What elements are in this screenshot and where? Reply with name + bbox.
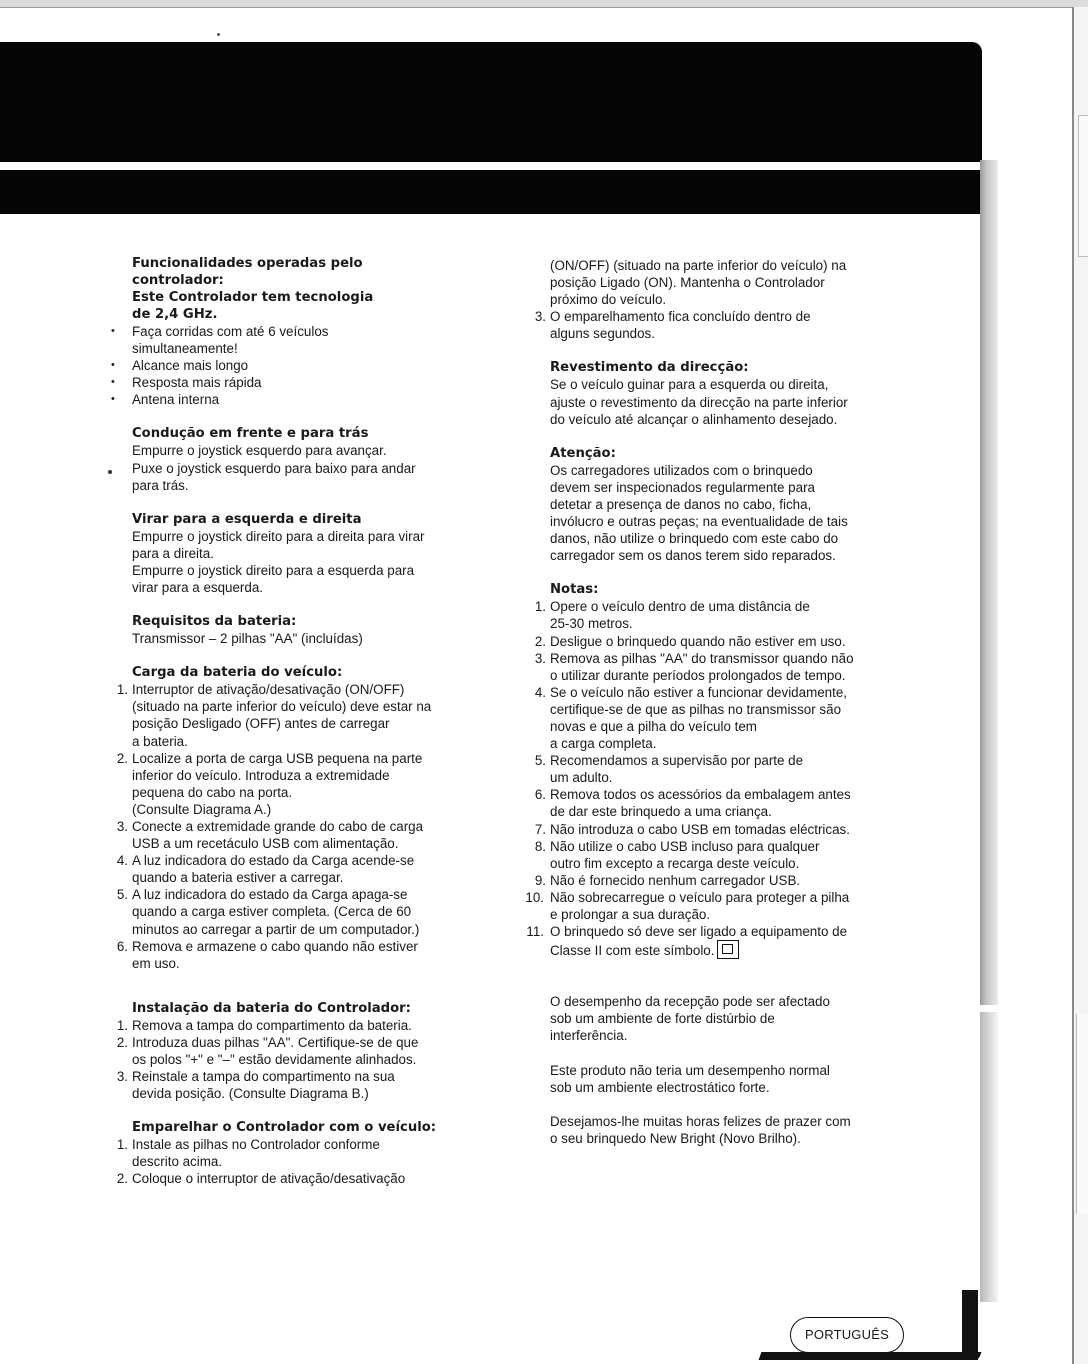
left-column [108, 255, 500, 1188]
list-item: 3. Reinstale a tampa do compartimento na sua devida posição. (Consulte Diagrama B.) [116, 1069, 395, 1102]
section-heading: Instalação da bateria do Controlador: [132, 1000, 411, 1016]
text-line: Empurre o joystick direito para a direita para virar [132, 528, 425, 544]
section-heading: Revestimento da direcção: [550, 360, 749, 376]
text-line: Puxe o joystick esquerdo para baixo para andar [132, 460, 416, 476]
list-item: • Alcance mais longo [108, 357, 500, 374]
list-item: 2. Coloque o interruptor de ativação/desativação [116, 1171, 406, 1187]
scan-speck [217, 33, 220, 36]
right-column [526, 257, 916, 1147]
section-heading: Atenção: [550, 445, 616, 461]
list-item: 4. A luz indicadora do estado da Carga acende-se quando a bateria estiver a carregar. [116, 853, 415, 886]
section-heading: Emparelhar o Controlador com o veículo: [132, 1120, 437, 1136]
scan-shadow-edge-lower [980, 1012, 998, 1302]
pairing-steps [108, 1136, 500, 1187]
text-line: Este produto não teria um desempenho normal [550, 1062, 830, 1078]
text-line: invólucro e outras peças; na eventualidade de tais [550, 514, 848, 530]
text-line: Se o veículo guinar para a esquerda ou direita, [550, 377, 829, 393]
class-ii-symbol-icon [717, 940, 739, 959]
pairing-section [108, 1119, 500, 1187]
closing-paragraphs [526, 993, 916, 1147]
notes-list [526, 598, 916, 959]
pairing-continued [526, 257, 916, 342]
features-section [108, 255, 500, 408]
list-item: 3. Remova as pilhas "AA" do transmissor quando não o utilizar durante períodos prolongados de tempo. [534, 650, 854, 683]
text-line: virar para a esquerda. [132, 580, 264, 596]
list-item: 2. Introduza duas pilhas "AA". Certifique-se de que os polos "+" e "–" estão devidamente alinhados. [116, 1034, 419, 1067]
language-badge: PORTUGUÊS [790, 1317, 904, 1353]
section-heading: Este Controlador tem tecnologia [132, 290, 374, 305]
text-line: detetar a presença de danos no cabo, ficha, [550, 496, 812, 512]
text-line: carregador sem os danos terem sido reparados. [550, 548, 836, 564]
header-black-band-lower [0, 170, 982, 214]
list-item: • Resposta mais rápida [108, 374, 500, 391]
list-item: 1. Remova a tampa do compartimento da bateria. [116, 1017, 412, 1033]
list-item: 6. Remova e armazene o cabo quando não estiver em uso. [116, 938, 418, 971]
text-line: o seu brinquedo New Bright (Novo Brilho). [550, 1130, 801, 1146]
text-line: danos, não utilize o brinquedo com este cabo do [550, 531, 839, 547]
text-line: ajuste o revestimento da direcção na parte inferior [550, 394, 848, 410]
section-heading: controlador: [132, 273, 224, 288]
turn-section [108, 511, 500, 596]
section-heading: de 2,4 GHz. [132, 307, 218, 322]
controller-battery-section [108, 1000, 500, 1102]
section-heading: Notas: [550, 582, 599, 598]
text-line: O desempenho da recepção pode ser afectado [550, 994, 830, 1010]
paragraph [526, 1062, 916, 1096]
section-heading: Requisitos da bateria: [132, 614, 297, 630]
list-item: 5. A luz indicadora do estado da Carga apaga-se quando a carga estiver completa. (Cerca de 60 minutos ao carregar a partir de um computador.) [116, 887, 420, 937]
section-heading: Funcionalidades operadas pelo [132, 256, 363, 271]
warning-section [526, 445, 916, 565]
feature-list [108, 323, 500, 408]
text-line: para trás. [132, 477, 189, 493]
steering-trim-section [526, 359, 916, 427]
list-item: 1. Opere o veículo dentro de uma distância de 25-30 metros. [534, 599, 810, 632]
text-line: interferência. [550, 1028, 628, 1044]
scan-bottom-edge [759, 1352, 982, 1360]
text-line: Desejamos-lhe muitas horas felizes de prazer com [550, 1113, 851, 1129]
controller-battery-steps [108, 1017, 500, 1102]
list-item: 10. Não sobrecarregue o veículo para proteger a pilha e prolongar a sua duração. [525, 889, 850, 922]
scan-shadow-edge [980, 160, 998, 1005]
header-band-gap [0, 162, 982, 170]
charging-steps [108, 681, 500, 972]
list-item: 11. O brinquedo só deve ser ligado a equipamento de Classe II com este símbolo. [526, 924, 848, 959]
text-line: para a direita. [132, 545, 214, 561]
notes-section [526, 581, 916, 959]
viewer-top-bar [0, 0, 1088, 8]
list-item: • Faça corridas com até 6 veículos [108, 323, 500, 340]
text-line: Empurre o joystick esquerdo para avançar. [132, 443, 387, 459]
list-item: 9. Não é fornecido nenhum carregador USB. [534, 872, 801, 888]
text-line: próximo do veículo. [550, 292, 667, 308]
list-item: • Antena interna [108, 391, 500, 408]
drive-section [108, 425, 500, 493]
viewer-scroll-tab[interactable] [1078, 115, 1088, 257]
section-heading: Condução em frente e para trás [132, 426, 369, 442]
section-heading: Carga da bateria do veículo: [132, 665, 343, 681]
text-line: do veículo até alcançar o alinhamento desejado. [550, 411, 838, 427]
list-item: 8. Não utilize o cabo USB incluso para qualquer outro fim excepto a recarga deste veículo. [534, 838, 820, 871]
text-line: Os carregadores utilizados com o brinquedo [550, 462, 813, 478]
viewer-scroll-tab-lower[interactable] [1076, 1014, 1088, 1214]
paragraph [526, 993, 916, 1044]
pairing-steps-continued [526, 308, 916, 342]
header-black-band [0, 42, 982, 162]
vehicle-charging-section [108, 664, 500, 972]
list-item: 2. Desligue o brinquedo quando não estiver em uso. [534, 633, 846, 649]
paragraph [526, 1113, 916, 1147]
list-item: 3. O emparelhamento fica concluído dentro de alguns segundos. [534, 309, 811, 342]
list-item: 6. Remova todos os acessórios da embalagem antes de dar este brinquedo a uma criança. [534, 787, 851, 820]
list-item: 4. Se o veículo não estiver a funcionar devidamente, certifique-se de que as pilhas no transmissor são novas e que a pilha do veículo tem a carga completa. [534, 684, 848, 752]
list-item: 5. Recomendamos a supervisão por parte de um adulto. [534, 753, 804, 786]
text-line: posição Ligado (ON). Mantenha o Controlador [550, 275, 825, 291]
text-line: sob um ambiente electrostático forte. [550, 1079, 770, 1095]
battery-requirements-section [108, 613, 500, 647]
text-line: devem ser inspecionados regularmente para [550, 479, 815, 495]
list-item: 7. Não introduza o cabo USB em tomadas eléctricas. [534, 821, 850, 837]
list-item: 1. Instale as pilhas no Controlador conforme descrito acima. [116, 1137, 380, 1170]
text-line: Empurre o joystick direito para a esquerda para [132, 562, 415, 578]
text-line: sob um ambiente de forte distúrbio de [550, 1011, 775, 1027]
list-item: 1. Interruptor de ativação/desativação (ON/OFF) (situado na parte inferior do veículo) deve estar na posição Desligado (OFF) antes de carregar a bateria. [116, 682, 432, 749]
list-item: 2. Localize a porta de carga USB pequena na parte inferior do veículo. Introduza a extremidade pequena do cabo na porta. (Consulte Diagrama A.) [116, 750, 423, 817]
scan-corner-edge [962, 1290, 978, 1360]
list-item-continuation: simultaneamente! [132, 341, 238, 357]
list-item: 3. Conecte a extremidade grande do cabo de carga USB a um recetáculo USB com alimentação. [116, 818, 424, 852]
text-line: (ON/OFF) (situado na parte inferior do veículo) na [550, 258, 847, 273]
section-heading: Virar para a esquerda e direita [132, 511, 362, 527]
text-line: Transmissor – 2 pilhas "AA" (incluídas) [132, 631, 363, 647]
